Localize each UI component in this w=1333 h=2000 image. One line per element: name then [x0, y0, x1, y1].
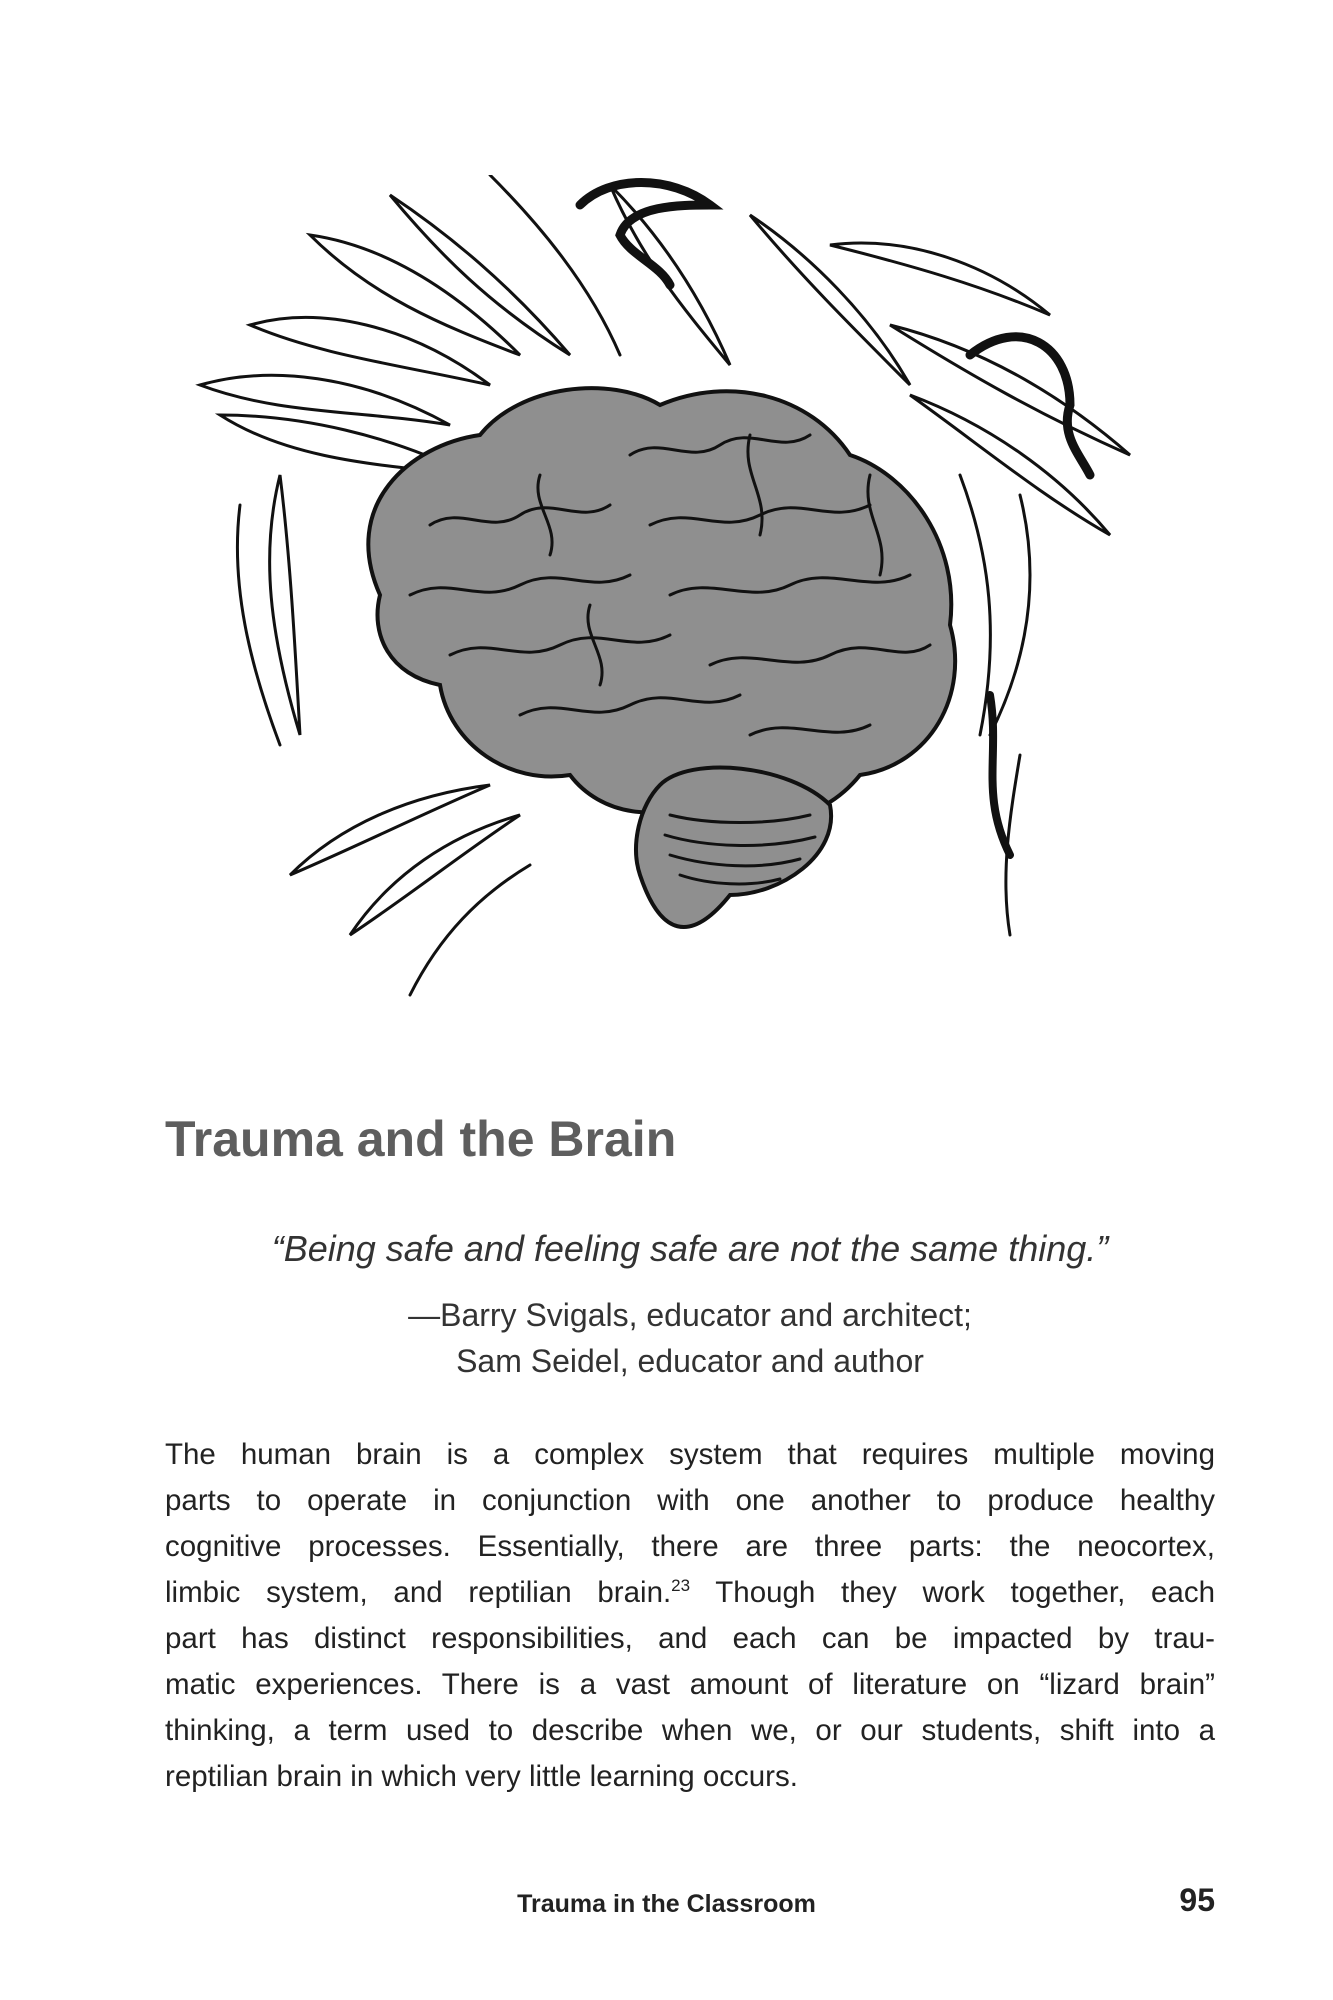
- body-line: parts to operate in conjunction with one another to produce healthy: [165, 1484, 1215, 1517]
- body-line: cognitive processes. Essentially, there are three parts: the neocortex,: [165, 1530, 1215, 1563]
- page-number: 95: [1179, 1882, 1215, 1918]
- quote-attribution: [165, 1292, 1215, 1384]
- section-heading: Trauma and the Brain: [165, 1111, 677, 1167]
- body-line: [165, 1570, 1215, 1616]
- footnote-marker: 23: [671, 1576, 691, 1596]
- running-footer-title: Trauma in the Classroom: [517, 1890, 816, 1918]
- body-paragraph: [165, 1432, 1215, 1800]
- body-line: matic experiences. There is a vast amount of literature on “lizard brain”: [165, 1668, 1215, 1701]
- epigraph-quote: “Being safe and feeling safe are not the same thing.”: [271, 1228, 1109, 1269]
- body-line: part has distinct responsibilities, and each can be impacted by trau-: [165, 1622, 1215, 1655]
- body-line: reptilian brain in which very little learning occurs.: [165, 1760, 798, 1793]
- brain-illustration: [190, 175, 1180, 1015]
- body-line: thinking, a term used to describe when we, or our students, shift into a: [165, 1714, 1215, 1747]
- body-line-part: Though they work together, each: [690, 1576, 1215, 1609]
- attribution-line-2: Sam Seidel, educator and author: [456, 1343, 924, 1379]
- body-line-part: limbic system, and reptilian brain.: [165, 1576, 672, 1609]
- body-line: The human brain is a complex system that requires multiple moving: [165, 1438, 1215, 1471]
- attribution-line-1: —Barry Svigals, educator and architect;: [408, 1297, 972, 1333]
